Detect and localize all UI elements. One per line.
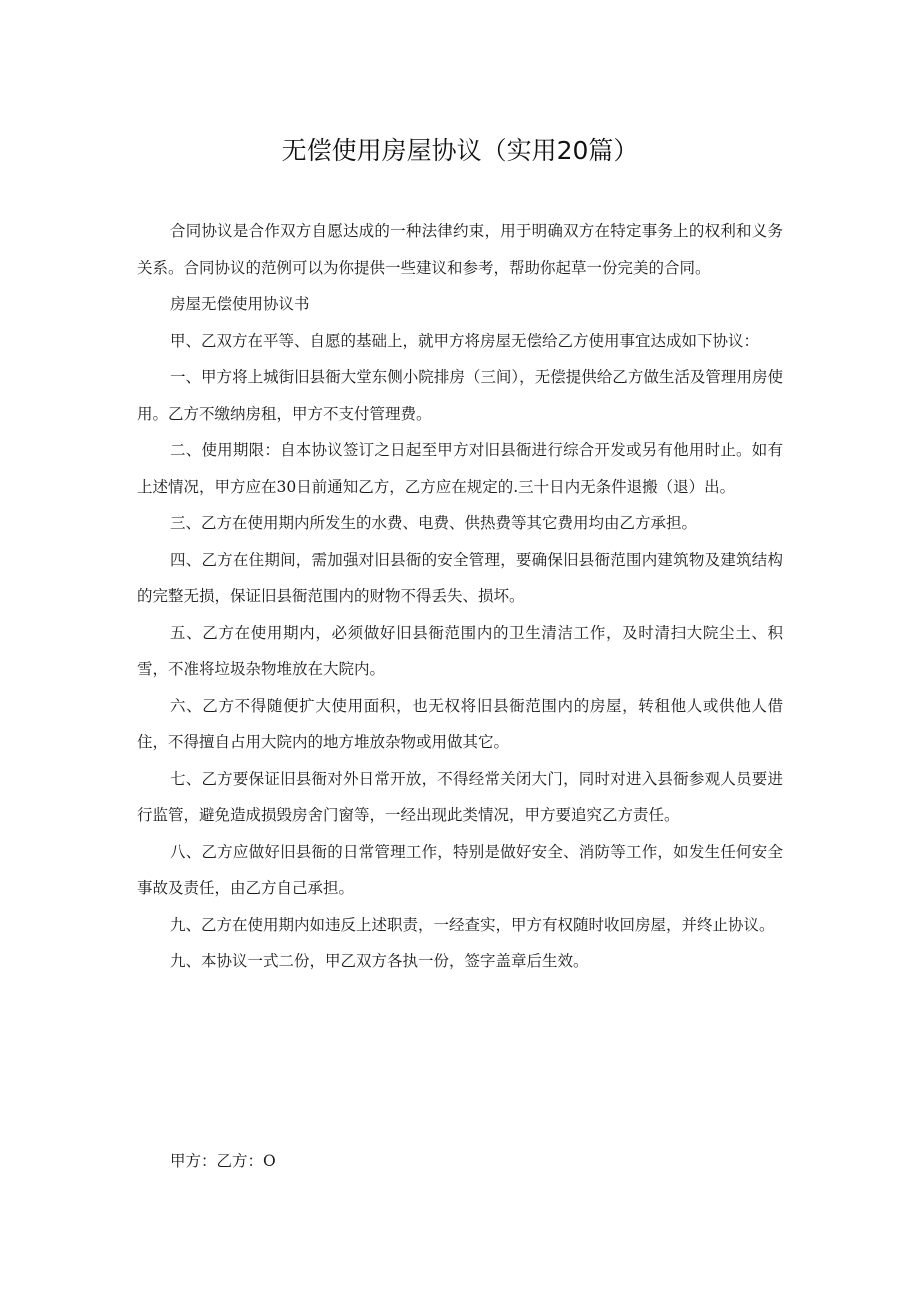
agreement-subtitle: 房屋无偿使用协议书: [170, 295, 310, 313]
clause-8: 八、乙方应做好旧县衙的日常管理工作，特别是做好安全、消防等工作，如发生任何安全事故及责任，由乙方自己承担。: [137, 842, 783, 897]
document-body: [137, 213, 783, 980]
clause-2: 二、使用期限：自本协议签订之日起至甲方对旧县衙进行综合开发或另有他用时止。如有上述情况，甲方应在30日前通知乙方，乙方应在规定的.三十日内无条件退搬（退）出。: [137, 441, 783, 496]
intro-paragraph: 合同协议是合作双方自愿达成的一种法律约束，用于明确双方在特定事务上的权利和义务关系。合同协议的范例可以为你提供一些建议和参考，帮助你起草一份完美的合同。: [137, 222, 783, 277]
clause-9: 九、乙方在使用期内如违反上述职责，一经查实，甲方有权随时收回房屋，并终止协议。: [170, 915, 775, 934]
document-title: 无偿使用房屋协议（实用20篇）: [281, 136, 639, 165]
preamble-paragraph: 甲、乙双方在平等、自愿的基础上，就甲方将房屋无偿给乙方使用事宜达成如下协议：: [170, 331, 760, 350]
clause-4: 四、乙方在住期间，需加强对旧县衙的安全管理，要确保旧县衙范围内建筑物及建筑结构的完整无损，保证旧县衙范围内的财物不得丢失、损坏。: [137, 550, 783, 605]
clause-5: 五、乙方在使用期内，必须做好旧县衙范围内的卫生清洁工作，及时清扫大院尘土、积雪，不准将垃圾杂物堆放在大院内。: [137, 623, 783, 678]
clause-6: 六、乙方不得随便扩大使用面积，也无权将旧县衙范围内的房屋，转租他人或供他人借住，不得擅自占用大院内的地方堆放杂物或用做其它。: [137, 696, 783, 751]
clause-3: 三、乙方在使用期内所发生的水费、电费、供热费等其它费用均由乙方承担。: [170, 514, 698, 532]
clause-1: 一、甲方将上城街旧县衙大堂东侧小院排房（三间），无偿提供给乙方做生活及管理用房使用。乙方不缴纳房租，甲方不支付管理费。: [137, 368, 783, 423]
signature-line: 甲方：乙方：O: [170, 1152, 276, 1170]
clause-7: 七、乙方要保证旧县衙对外日常开放，不得经常关闭大门，同时对进入县衙参观人员要进行监管，避免造成损毁房舍门窗等，一经出现此类情况，甲方要追究乙方责任。: [137, 769, 783, 824]
clause-10: 九、本协议一式二份，甲乙双方各执一份，签字盖章后生效。: [170, 952, 589, 970]
